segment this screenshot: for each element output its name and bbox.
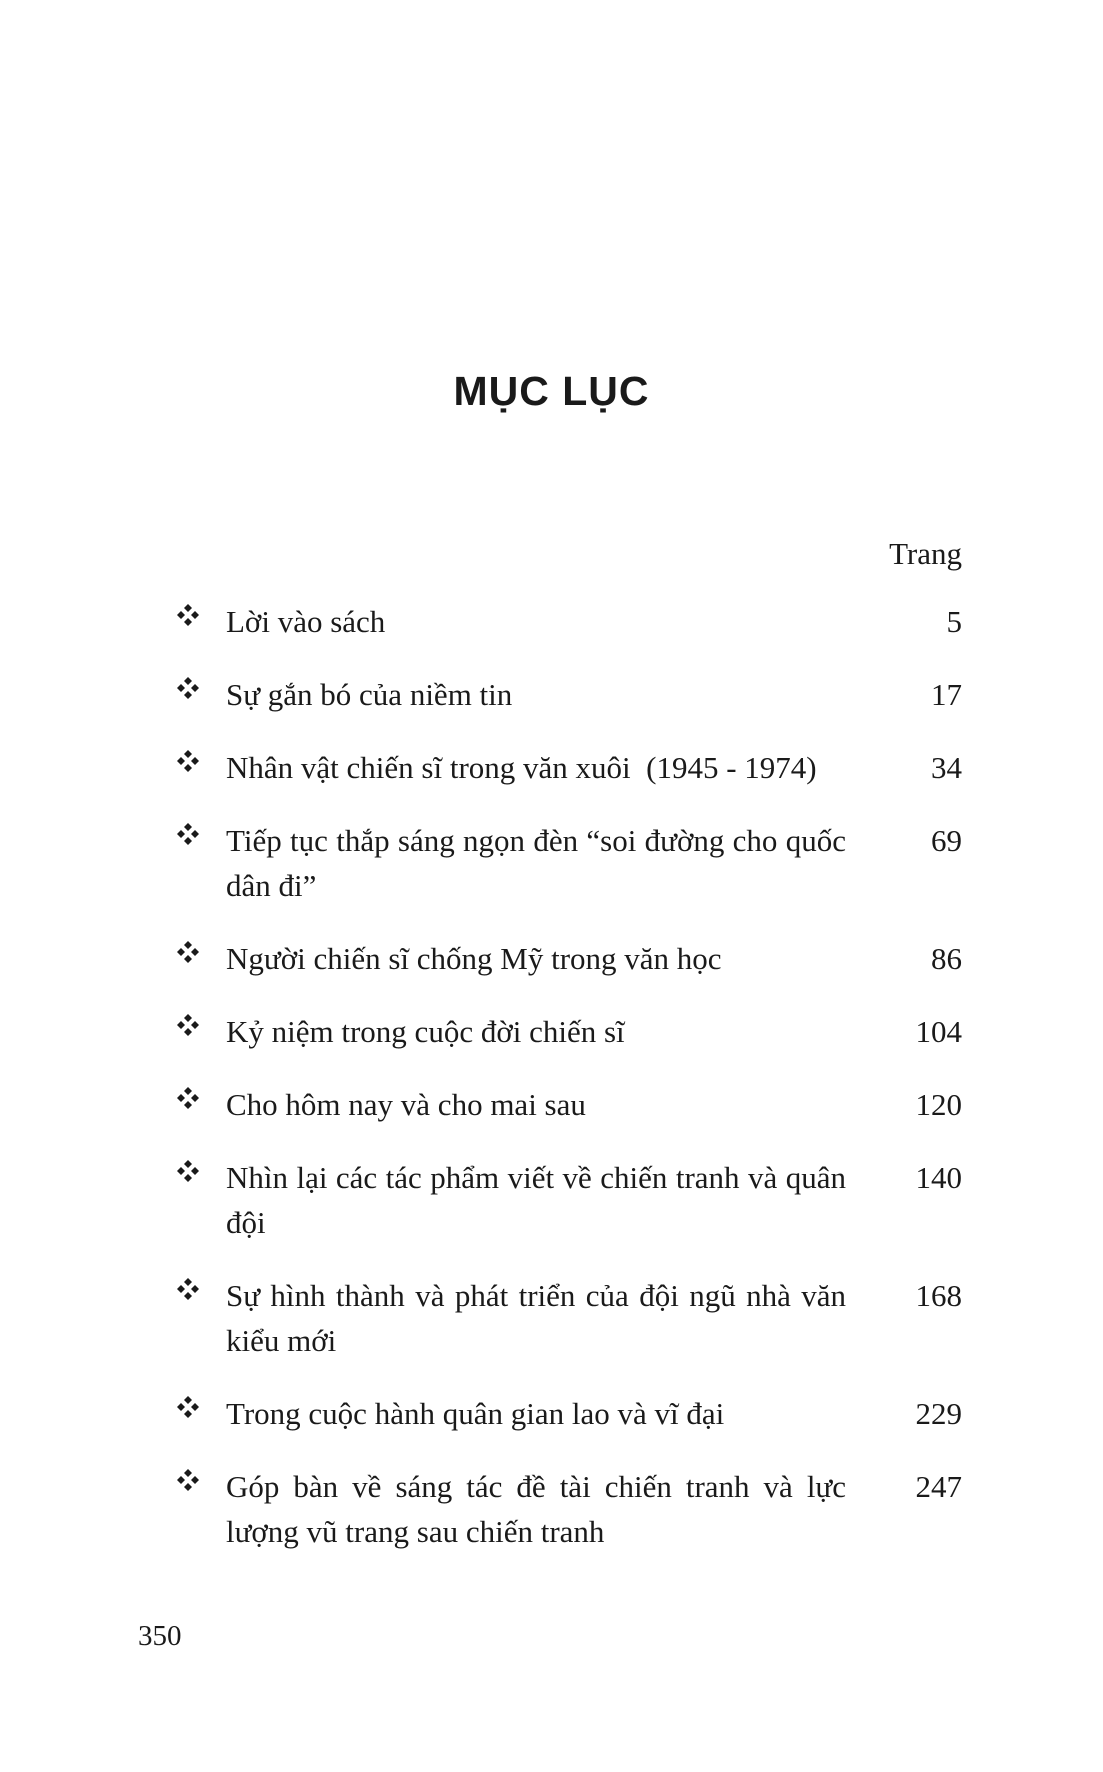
toc-entry-page: 104	[915, 1014, 962, 1049]
four-diamond-bullet-icon	[176, 599, 226, 627]
toc-entry-title: Lời vào sách	[226, 604, 386, 639]
four-diamond-bullet-icon	[176, 1391, 226, 1419]
toc-entry-title: Kỷ niệm trong cuộc đời chiến sĩ	[226, 1014, 625, 1049]
toc-entry[interactable]	[176, 818, 962, 908]
toc-entry-page: 120	[915, 1087, 962, 1122]
four-diamond-bullet-icon	[176, 936, 226, 964]
toc-entry-page: 17	[931, 677, 962, 712]
toc-entry[interactable]	[176, 1009, 962, 1054]
toc-entry[interactable]	[176, 599, 962, 644]
toc-entry-title: Tiếp tục thắp sáng ngọn đèn “soi đường cho quốc dân đi”	[226, 823, 846, 903]
toc-entry-title: Người chiến sĩ chống Mỹ trong văn học	[226, 941, 722, 976]
toc-entry[interactable]	[176, 1082, 962, 1127]
toc-entry-page: 5	[946, 604, 962, 639]
toc-entry-page: 34	[931, 750, 962, 785]
four-diamond-bullet-icon	[176, 1082, 226, 1110]
toc-entry[interactable]	[176, 1273, 962, 1363]
toc-entry-title: Góp bàn về sáng tác đề tài chiến tranh và lực lượng vũ trang sau chiến tranh	[226, 1469, 846, 1549]
four-diamond-bullet-icon	[176, 1009, 226, 1037]
four-diamond-bullet-icon	[176, 1273, 226, 1301]
four-diamond-bullet-icon	[176, 745, 226, 773]
toc-entry-title: Cho hôm nay và cho mai sau	[226, 1087, 586, 1122]
four-diamond-bullet-icon	[176, 1464, 226, 1492]
toc-entry-title: Trong cuộc hành quân gian lao và vĩ đại	[226, 1396, 725, 1431]
four-diamond-bullet-icon	[176, 1155, 226, 1183]
toc-entry[interactable]	[176, 936, 962, 981]
toc-entry-title: Nhìn lại các tác phẩm viết về chiến tranh và quân đội	[226, 1160, 846, 1240]
toc-entry-page: 69	[931, 823, 962, 858]
toc-entry[interactable]	[176, 1464, 962, 1554]
four-diamond-bullet-icon	[176, 818, 226, 846]
toc-entry[interactable]	[176, 1391, 962, 1436]
page-title: MỤC LỤC	[453, 368, 650, 414]
toc-entry-page: 247	[915, 1469, 962, 1504]
toc-entry-title: Nhân vật chiến sĩ trong văn xuôi (1945 - 1974)	[226, 750, 817, 785]
toc-entry[interactable]	[176, 672, 962, 717]
toc-entry-page: 86	[931, 941, 962, 976]
toc-entry-page: 140	[915, 1160, 962, 1195]
four-diamond-bullet-icon	[176, 672, 226, 700]
toc-entry-page: 168	[915, 1278, 962, 1313]
toc-entry[interactable]	[176, 745, 962, 790]
toc-entry-title: Sự gắn bó của niềm tin	[226, 677, 513, 712]
toc-entry-page: 229	[915, 1396, 962, 1431]
table-of-contents	[176, 599, 962, 1582]
toc-entry-title: Sự hình thành và phát triển của đội ngũ nhà văn kiểu mới	[226, 1278, 846, 1358]
toc-entry[interactable]	[176, 1155, 962, 1245]
page-column-header: Trang	[889, 536, 962, 571]
page-number: 350	[138, 1620, 182, 1652]
